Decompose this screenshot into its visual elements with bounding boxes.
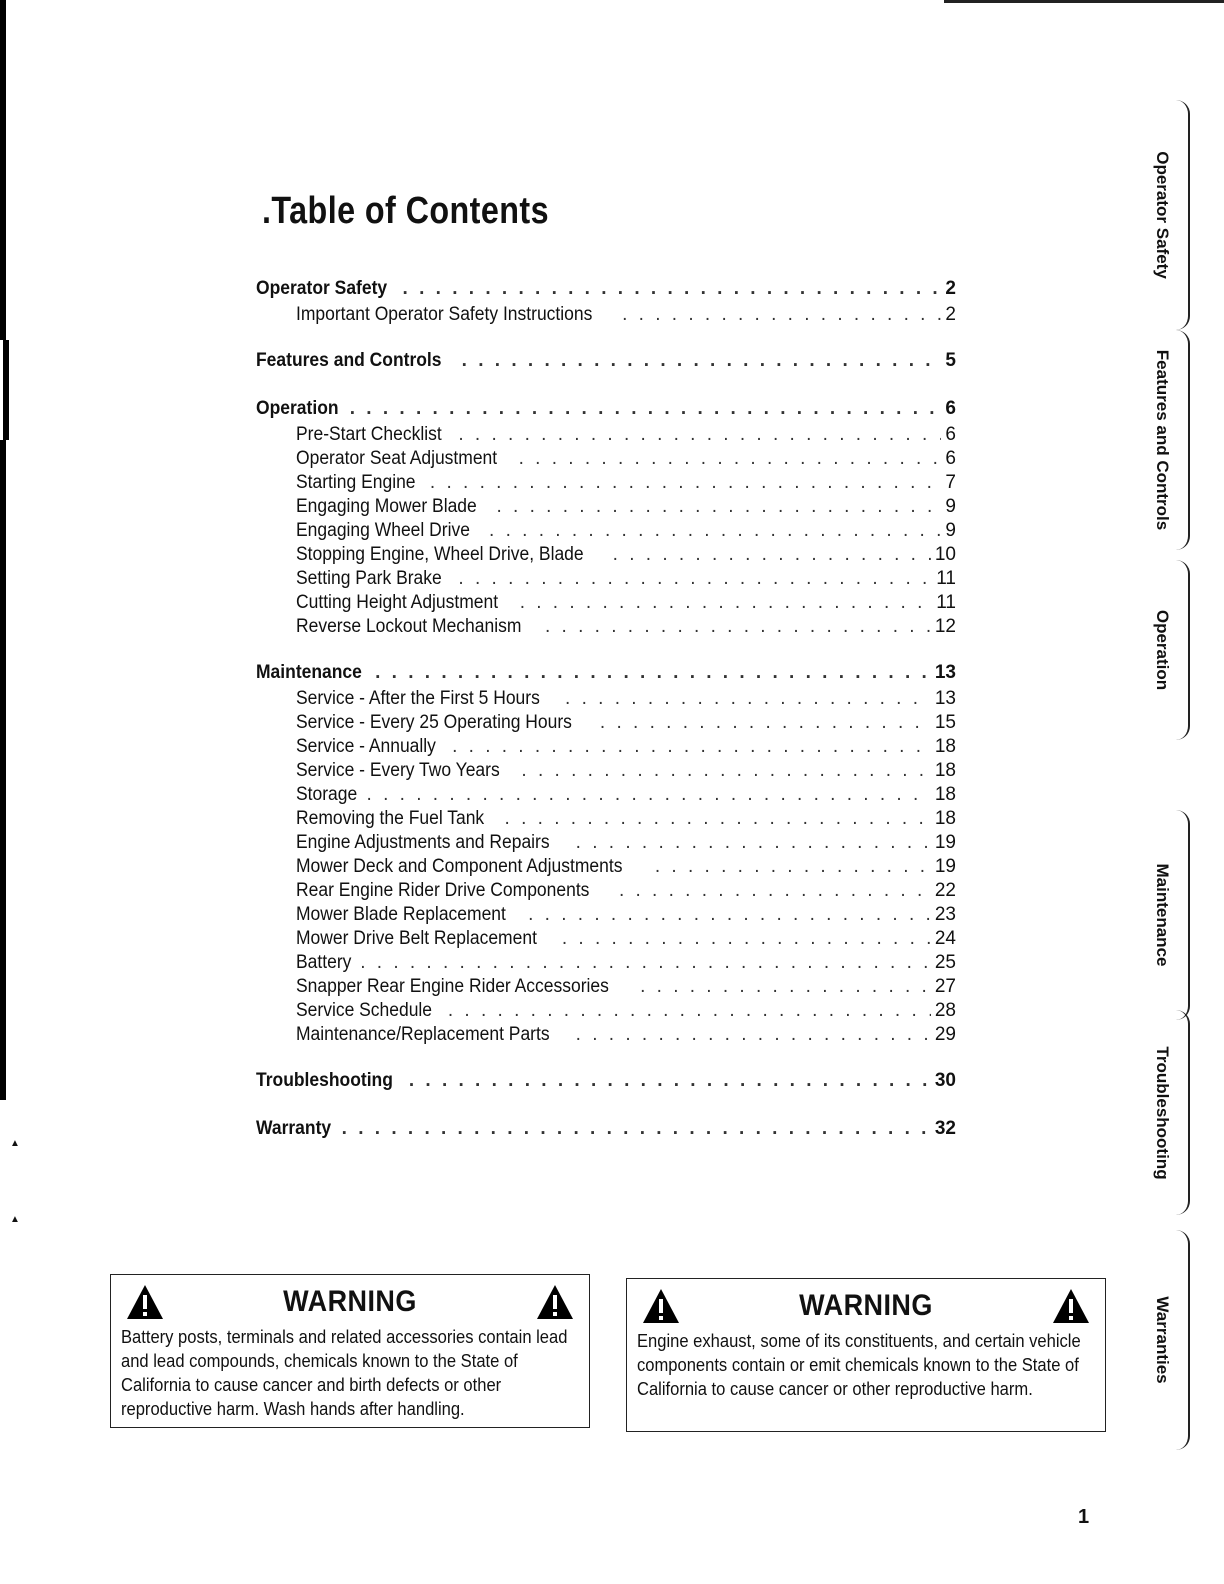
toc-label: Engaging Wheel Drive	[296, 520, 470, 541]
top-rule	[944, 0, 1224, 3]
side-tab-label: Troubleshooting	[1153, 1045, 1172, 1180]
toc-page-number: 25	[934, 952, 956, 973]
side-tab-label: Operation	[1153, 609, 1172, 691]
dot-leader	[367, 784, 931, 806]
toc-section	[256, 1070, 956, 1096]
toc-section-entry[interactable]	[256, 662, 956, 688]
toc-label: Mower Drive Belt Replacement	[296, 928, 537, 949]
page-title: .Table of Contents	[262, 190, 549, 232]
toc-subentry[interactable]	[256, 448, 956, 472]
warning-triangle-icon	[1051, 1287, 1091, 1325]
page-number: 1	[1078, 1506, 1090, 1528]
toc-label: Snapper Rear Engine Rider Accessories	[296, 976, 609, 997]
toc-page-number: 15	[934, 712, 956, 733]
toc-label: Stopping Engine, Wheel Drive, Blade	[296, 544, 584, 565]
toc-label: Starting Engine	[296, 472, 416, 493]
toc-page-number: 28	[934, 1000, 956, 1021]
toc-subentry[interactable]	[256, 904, 956, 928]
toc-page-number: 19	[934, 856, 956, 877]
toc-page-number: 29	[934, 1024, 956, 1045]
dot-leader	[360, 952, 931, 974]
toc-subentry[interactable]	[256, 688, 956, 712]
dot-leader	[448, 1000, 931, 1022]
toc-subentry[interactable]	[256, 520, 956, 544]
side-tab[interactable]	[1144, 330, 1190, 550]
dot-leader	[458, 424, 941, 446]
dot-leader	[452, 736, 931, 758]
dot-leader	[613, 544, 931, 566]
dot-leader	[562, 928, 931, 950]
arrow-up-icon: ▲	[10, 1214, 20, 1225]
toc-section-entry[interactable]	[256, 278, 956, 304]
toc-label: Removing the Fuel Tank	[296, 808, 485, 829]
dot-leader	[520, 592, 933, 614]
toc-label: Maintenance/Replacement Parts	[296, 1024, 550, 1045]
toc-section-entry[interactable]	[256, 350, 956, 376]
toc-page-number: 11	[936, 592, 956, 613]
warning-box-exhaust	[626, 1278, 1106, 1432]
toc-page-number: 11	[936, 568, 956, 589]
toc-page-number: 13	[934, 688, 956, 709]
toc-subentry[interactable]	[256, 712, 956, 736]
toc-label: Engaging Mower Blade	[296, 496, 477, 517]
dot-leader	[619, 880, 931, 902]
toc-page-number: 12	[934, 616, 956, 637]
toc-subentry[interactable]	[256, 592, 956, 616]
dot-leader	[458, 568, 932, 590]
dot-leader	[430, 472, 942, 494]
dot-leader	[519, 448, 942, 470]
toc-subentry[interactable]	[256, 808, 956, 832]
dot-leader	[409, 1070, 931, 1092]
dot-leader	[462, 350, 942, 372]
dot-leader	[565, 688, 931, 710]
toc-label: Pre-Start Checklist	[296, 424, 442, 445]
toc-page-number: 32	[934, 1118, 956, 1139]
toc-label: Service - Every Two Years	[296, 760, 500, 781]
toc-section	[256, 1118, 956, 1144]
toc-label: Engine Adjustments and Repairs	[296, 832, 550, 853]
toc-section	[256, 398, 956, 640]
toc-label: Mower Deck and Component Adjustments	[296, 856, 623, 877]
toc-page-number: 18	[934, 760, 956, 781]
toc-subentry[interactable]	[256, 424, 956, 448]
toc-page-number: 18	[934, 784, 956, 805]
toc-page-number: 18	[934, 808, 956, 829]
dot-leader	[403, 278, 942, 300]
toc-page-number: 6	[945, 398, 956, 419]
dot-leader	[655, 856, 931, 878]
dot-leader	[496, 496, 941, 518]
side-tab[interactable]	[1144, 1010, 1190, 1215]
toc-label: Important Operator Safety Instructions	[296, 304, 593, 325]
toc-section	[256, 662, 956, 1048]
dot-leader	[640, 976, 931, 998]
toc-subentry[interactable]	[256, 784, 956, 808]
toc-page-number: 27	[934, 976, 956, 997]
toc-page-number: 7	[945, 472, 956, 493]
toc-label: Operation	[256, 398, 339, 419]
toc-section-entry[interactable]	[256, 1070, 956, 1096]
toc-section	[256, 278, 956, 328]
toc-label: Operator Seat Adjustment	[296, 448, 498, 469]
side-tab[interactable]	[1144, 1230, 1190, 1450]
toc-label: Service - Annually	[296, 736, 436, 757]
toc-page-number: 13	[934, 662, 956, 683]
toc-section-entry[interactable]	[256, 1118, 956, 1144]
side-tab[interactable]	[1144, 100, 1190, 330]
side-tab-label: Operator Safety	[1153, 151, 1172, 279]
toc-label: Maintenance	[256, 662, 362, 683]
toc-section-entry[interactable]	[256, 398, 956, 424]
toc-page-number: 19	[934, 832, 956, 853]
toc-subentry[interactable]	[256, 736, 956, 760]
side-tab-label: Features and Controls	[1153, 349, 1172, 531]
toc-label: Setting Park Brake	[296, 568, 442, 589]
toc-subentry[interactable]	[256, 616, 956, 640]
dot-leader	[375, 662, 931, 684]
toc-label: Mower Blade Replacement	[296, 904, 506, 925]
toc-subentry[interactable]	[256, 976, 956, 1000]
toc-label: Warranty	[256, 1118, 332, 1139]
toc-page-number: 6	[945, 448, 956, 469]
side-tab[interactable]	[1144, 810, 1190, 1020]
toc-subentry[interactable]	[256, 880, 956, 904]
toc-label: Rear Engine Rider Drive Components	[296, 880, 590, 901]
table-of-contents	[256, 278, 956, 1166]
dot-leader	[545, 616, 931, 638]
binding-edge	[0, 0, 10, 1100]
toc-label: Battery	[296, 952, 352, 973]
arrow-up-icon: ▲	[10, 1138, 20, 1149]
warning-text: Battery posts, terminals and related accessories contain lead and lead compounds, chemicals known to the State of California to cause cancer and birth defects or other reproductive harm. Wash hands after handling.	[121, 1327, 568, 1419]
toc-subentry[interactable]	[256, 472, 956, 496]
dot-leader	[521, 760, 930, 782]
warning-text: Engine exhaust, some of its constituents, and certain vehicle components contain or emit chemicals known to the State of California to cause cancer or other reproductive harm.	[637, 1331, 1081, 1399]
toc-subentry[interactable]	[256, 952, 956, 976]
section-tabs	[1144, 100, 1194, 1460]
toc-subentry[interactable]	[256, 1024, 956, 1048]
dot-leader	[576, 1024, 931, 1046]
toc-page-number: 22	[934, 880, 956, 901]
toc-page-number: 24	[934, 928, 956, 949]
toc-subentry[interactable]	[256, 1000, 956, 1024]
toc-label: Reverse Lockout Mechanism	[296, 616, 522, 637]
toc-page-number: 2	[945, 304, 956, 325]
toc-section	[256, 350, 956, 376]
toc-page-number: 9	[945, 520, 956, 541]
dot-leader	[342, 1118, 931, 1140]
toc-label: Operator Safety	[256, 278, 388, 299]
warning-triangle-icon	[535, 1283, 575, 1321]
warning-title: WARNING	[799, 1289, 933, 1322]
toc-subentry[interactable]	[256, 304, 956, 328]
toc-subentry[interactable]	[256, 928, 956, 952]
toc-page-number: 30	[934, 1070, 956, 1091]
side-tab-label: Maintenance	[1153, 863, 1172, 967]
toc-label: Features and Controls	[256, 350, 442, 371]
toc-subentry[interactable]	[256, 856, 956, 880]
toc-page-number: 18	[934, 736, 956, 757]
toc-page-number: 9	[945, 496, 956, 517]
toc-label: Cutting Height Adjustment	[296, 592, 499, 613]
toc-label: Service - Every 25 Operating Hours	[296, 712, 572, 733]
toc-subentry[interactable]	[256, 544, 956, 568]
dot-leader	[505, 808, 931, 830]
toc-page-number: 10	[934, 544, 956, 565]
toc-subentry[interactable]	[256, 832, 956, 856]
toc-subentry[interactable]	[256, 568, 956, 592]
toc-subentry[interactable]	[256, 496, 956, 520]
side-tab-label: Warranties	[1153, 1296, 1172, 1384]
toc-page-number: 6	[945, 424, 956, 445]
dot-leader	[600, 712, 931, 734]
toc-label: Service - After the First 5 Hours	[296, 688, 540, 709]
warning-box-battery	[110, 1274, 590, 1428]
dot-leader	[350, 398, 942, 420]
toc-label: Storage	[296, 784, 358, 805]
dot-leader	[528, 904, 931, 926]
toc-label: Troubleshooting	[256, 1070, 393, 1091]
side-tab[interactable]	[1144, 560, 1190, 740]
warning-title: WARNING	[283, 1285, 417, 1318]
dot-leader	[576, 832, 931, 854]
dot-leader	[489, 520, 941, 542]
dot-leader	[622, 304, 941, 326]
toc-page-number: 23	[934, 904, 956, 925]
toc-subentry[interactable]	[256, 760, 956, 784]
toc-label: Service Schedule	[296, 1000, 433, 1021]
toc-page-number: 5	[945, 350, 956, 371]
toc-page-number: 2	[945, 278, 956, 299]
